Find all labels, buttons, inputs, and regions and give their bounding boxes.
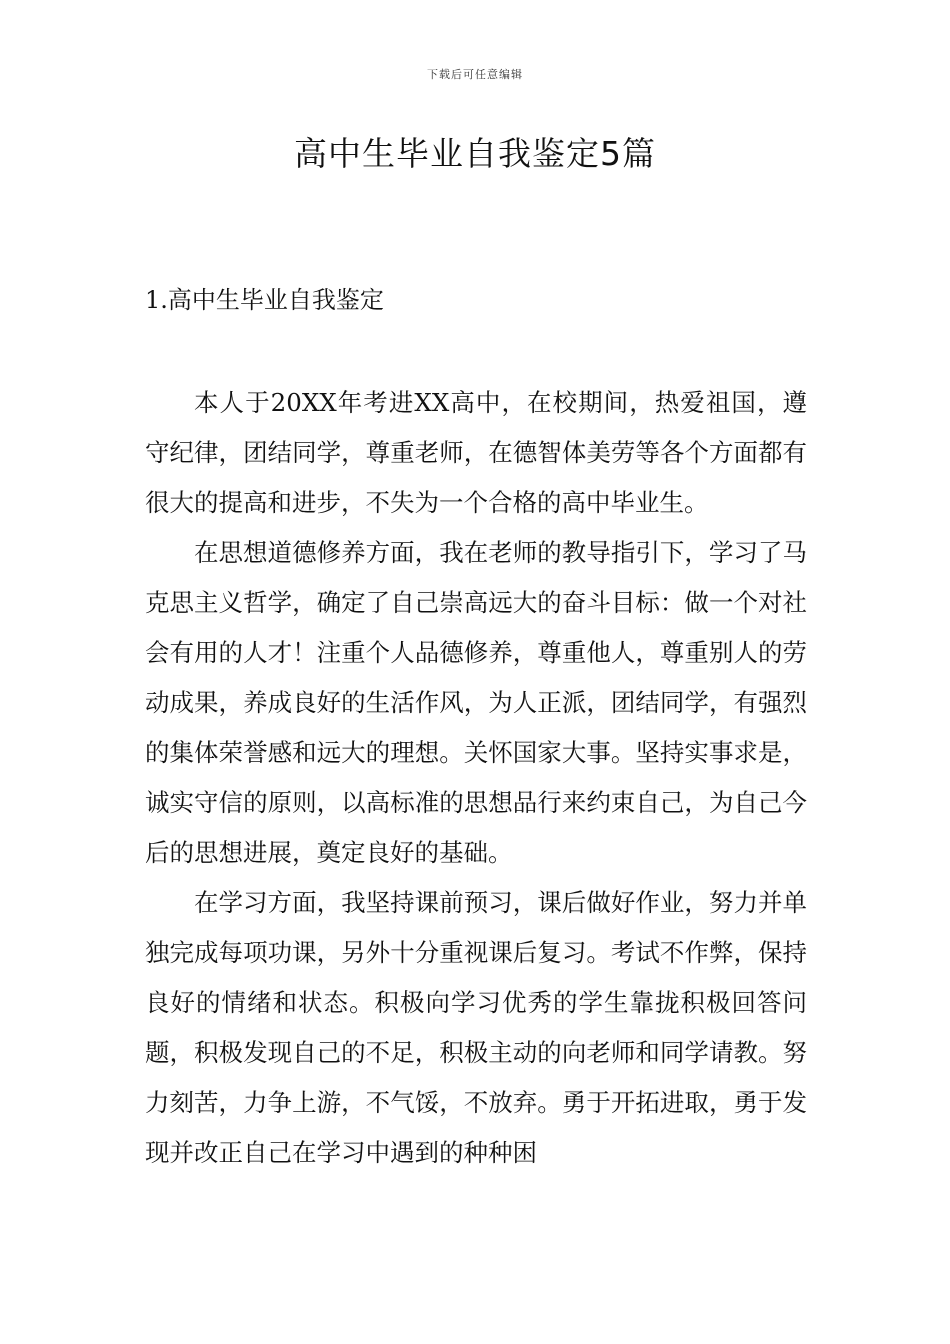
section-heading: 1.高中生毕业自我鉴定 <box>145 286 384 314</box>
paragraph: 在思想道德修养方面，我在老师的教导指引下，学习了马克思主义哲学，确定了自己崇高远大的奋斗目标：做一个对社会有用的人才！注重个人品德修养，尊重他人，尊重别人的劳动成果，养成良好的生活作风，为人正派，团结同学，有强烈的集体荣誉感和远大的理想。关怀国家大事。坚持实事求是，诚实守信的原则，以高标准的思想品行来约束自己，为自己今后的思想进展，奠定良好的基础。 <box>145 538 807 867</box>
paragraph: 本人于20XX年考进XX高中，在校期间，热爱祖国，遵守纪律，团结同学，尊重老师，在德智体美劳等各个方面都有很大的提高和进步，不失为一个合格的高中毕业生。 <box>145 388 807 517</box>
paragraph: 在学习方面，我坚持课前预习，课后做好作业，努力并单独完成每项功课，另外十分重视课后复习。考试不作弊，保持良好的情绪和状态。积极向学习优秀的学生靠拢积极回答问题，积极发现自己的不足，积极主动的向老师和同学请教。努力刻苦，力争上游，不气馁，不放弃。勇于开拓进取，勇于发现并改正自己在学习中遇到的种种困 <box>145 888 807 1167</box>
header-note: 下载后可任意编辑 <box>427 68 523 81</box>
document-title: 高中生毕业自我鉴定5篇 <box>294 134 656 173</box>
body-text <box>145 378 807 1178</box>
